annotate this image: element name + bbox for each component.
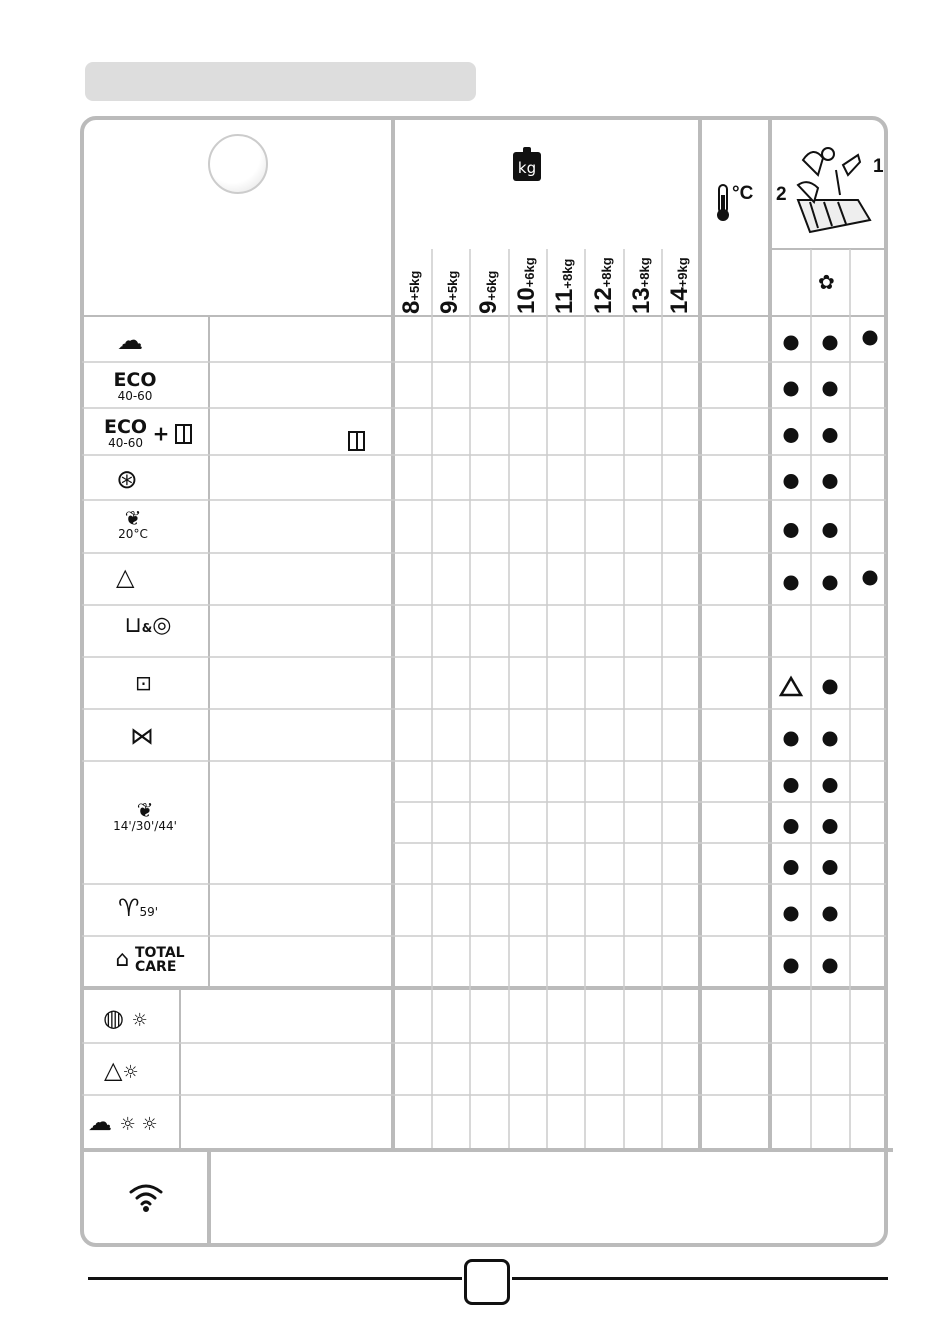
- dot-mark: [863, 571, 878, 586]
- dot-mark: [823, 860, 838, 875]
- dot-mark: [823, 382, 838, 397]
- capacity-label: 10+6kg: [513, 257, 540, 314]
- dot-mark: [823, 336, 838, 351]
- eco-40-60-icon: ECO 40-60: [113, 369, 157, 403]
- dot-mark: [784, 336, 799, 351]
- dot-mark: [784, 523, 799, 538]
- dot-mark: [784, 576, 799, 591]
- capacity-label: 14+9kg: [666, 257, 693, 314]
- footer-line-right: [512, 1277, 888, 1280]
- dot-mark: [823, 819, 838, 834]
- capacity-label: 9+6kg: [474, 270, 502, 314]
- dot-mark: [784, 474, 799, 489]
- triangle-mark: [781, 678, 801, 695]
- footer-line-left: [88, 1277, 462, 1280]
- dot-mark: [784, 778, 799, 793]
- dot-mark: [823, 428, 838, 443]
- weight-icon-label: kg: [517, 159, 537, 177]
- dot-mark: [823, 732, 838, 747]
- page-number-box: [464, 1259, 510, 1305]
- dot-mark: [823, 778, 838, 793]
- capacity-label: 9+5kg: [436, 270, 463, 314]
- butterfly-icon: ⋈: [130, 722, 154, 750]
- dot-mark: [823, 523, 838, 538]
- dot-mark: [784, 860, 799, 875]
- dot-mark: [784, 732, 799, 747]
- synthetics-icon: △: [116, 563, 135, 591]
- total-care-icon: ⌂ TOTAL CARE: [115, 945, 185, 975]
- dot-mark: [784, 382, 799, 397]
- capacity-label: 8+5kg: [397, 270, 425, 314]
- dot-mark: [784, 959, 799, 974]
- wool-ball-icon: ⊛: [116, 465, 138, 495]
- dot-mark: [823, 680, 838, 695]
- cotton-dry-icon: ☁ ☼ ☼: [88, 1108, 158, 1136]
- dot-mark: [823, 474, 838, 489]
- dot-mark: [823, 959, 838, 974]
- capacity-label: 13+8kg: [628, 257, 655, 314]
- cotton-icon: ☁: [117, 326, 143, 356]
- drawer-label-1: 1: [873, 156, 884, 177]
- capacity-label: 11+8kg: [551, 258, 578, 314]
- hygiene-icon: ⊡: [135, 671, 152, 695]
- shirt-59-icon: ♈59': [117, 894, 159, 922]
- dot-mark: [823, 907, 838, 922]
- softener-flower-icon: ✿: [818, 270, 835, 294]
- drawer-label-2: 2: [776, 184, 787, 205]
- synthetics-dry-icon: △☼: [104, 1056, 139, 1084]
- rapid-icon: ❦ 14'/30'/44': [113, 798, 177, 833]
- capacity-label: 12+8kg: [589, 257, 617, 314]
- rinse-spin-icon: ⊔&◎: [124, 613, 172, 638]
- dot-mark: [784, 819, 799, 834]
- dot-mark: [863, 331, 878, 346]
- wool-dry-icon: ◍ ☼: [103, 1004, 148, 1032]
- dot-mark: [784, 428, 799, 443]
- dot-mark: [823, 576, 838, 591]
- dot-mark: [784, 907, 799, 922]
- leaf-20-icon: ❦ 20°C: [118, 506, 148, 541]
- temperature-unit: °C: [732, 183, 754, 204]
- eco-40-60-plus-icon: ECO 40-60 +: [98, 418, 198, 449]
